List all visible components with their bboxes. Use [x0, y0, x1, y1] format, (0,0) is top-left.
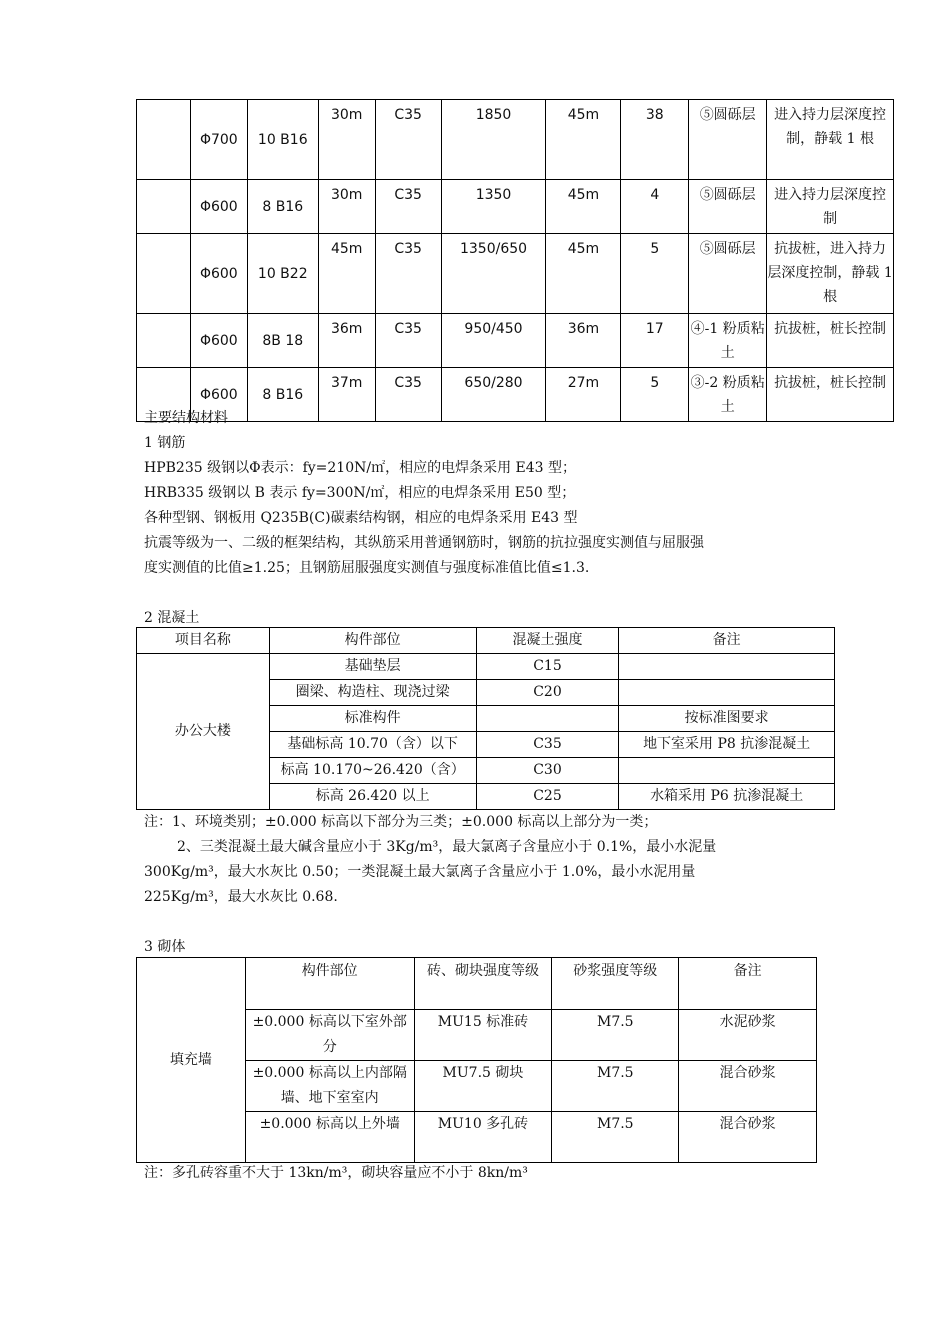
remark-cell: 抗拔桩，进入持力层深度控制，静载 1 根 [767, 234, 894, 314]
materials-heading: 主要结构材料 [144, 410, 228, 426]
header-cell: 备注 [619, 628, 835, 654]
part-cell: 基础标高 10.70（含）以下 [269, 732, 476, 758]
part-cell: 圈梁、构造柱、现浇过梁 [269, 680, 476, 706]
note-cell [619, 758, 835, 784]
remark-cell: 进入持力层深度控制，静载 1 根 [767, 100, 894, 180]
part-cell: ±0.000 标高以下室外部分 [245, 1010, 414, 1061]
remark-cell: 抗拔桩，桩长控制 [767, 314, 894, 368]
note-cell [619, 654, 835, 680]
brick-cell: MU10 多孔砖 [414, 1112, 552, 1163]
note-cell: 按标准图要求 [619, 706, 835, 732]
strength-cell: C35 [476, 732, 619, 758]
table-row [137, 100, 894, 180]
concrete-header-row [137, 628, 835, 654]
strength-cell: C30 [476, 758, 619, 784]
layer-cell: ⑤圆砾层 [689, 100, 767, 180]
capacity-cell: 650/280 [441, 368, 546, 422]
concrete-note: 300Kg/m³，最大水灰比 0.50；一类混凝土最大氯离子含量应小于 1.0%，最小水泥用量 [144, 864, 696, 880]
count-cell: 5 [621, 234, 689, 314]
header-cell: 砖、砌块强度等级 [414, 958, 552, 1010]
part-cell: 标高 10.170~26.420（含） [269, 758, 476, 784]
depth-cell: 45m [546, 180, 621, 234]
strength-cell: C20 [476, 680, 619, 706]
count-cell: 17 [621, 314, 689, 368]
project-name-cell: 办公大楼 [137, 654, 270, 810]
table-row [137, 180, 894, 234]
part-cell: ±0.000 标高以上外墙 [245, 1112, 414, 1163]
part-cell: 基础垫层 [269, 654, 476, 680]
grade-cell: C35 [375, 314, 441, 368]
grade-cell: C35 [375, 234, 441, 314]
header-cell: 构件部位 [245, 958, 414, 1010]
length-cell: 37m [318, 368, 375, 422]
steel-line: HPB235 级钢以Φ表示：fy=210N/㎡，相应的电焊条采用 E43 型； [144, 460, 577, 476]
layer-cell: ③-2 粉质粘土 [689, 368, 767, 422]
diameter-cell: Φ700 [190, 100, 247, 180]
concrete-note: 225Kg/m³，最大水灰比 0.68. [144, 889, 338, 905]
remark-cell: 抗拔桩，桩长控制 [767, 368, 894, 422]
length-cell: 36m [318, 314, 375, 368]
length-cell: 30m [318, 100, 375, 180]
mortar-cell: M7.5 [552, 1010, 679, 1061]
masonry-heading: 3 砌体 [144, 939, 186, 955]
length-cell: 30m [318, 180, 375, 234]
note-cell: 混合砂浆 [679, 1061, 817, 1112]
table-row [137, 314, 894, 368]
empty-cell [137, 180, 191, 234]
masonry-table [136, 957, 817, 1163]
concrete-note: 2、三类混凝土最大碱含量应小于 3Kg/m³，最大氯离子含量应小于 0.1%，最小水泥量 [177, 839, 717, 855]
steel-line: 抗震等级为一、二级的框架结构，其纵筋采用普通钢筋时，钢筋的抗拉强度实测值与屈服强 [144, 535, 704, 551]
diameter-cell: Φ600 [190, 234, 247, 314]
table-row [137, 654, 835, 680]
count-cell: 4 [621, 180, 689, 234]
header-cell: 构件部位 [269, 628, 476, 654]
layer-cell: ⑤圆砾层 [689, 180, 767, 234]
depth-cell: 27m [546, 368, 621, 422]
masonry-header-row [137, 958, 817, 1010]
capacity-cell: 950/450 [441, 314, 546, 368]
remark-cell: 进入持力层深度控制 [767, 180, 894, 234]
empty-cell [137, 314, 191, 368]
brick-cell: MU15 标准砖 [414, 1010, 552, 1061]
empty-cell [137, 234, 191, 314]
steel-line: HRB335 级钢以 B 表示 fy=300N/㎡，相应的电焊条采用 E50 型； [144, 485, 576, 501]
brick-cell: MU7.5 砌块 [414, 1061, 552, 1112]
length-cell: 45m [318, 234, 375, 314]
concrete-note: 注：1、环境类别；±0.000 标高以下部分为三类；±0.000 标高以上部分为一类； [144, 814, 658, 830]
diameter-cell: Φ600 [190, 314, 247, 368]
depth-cell: 36m [546, 314, 621, 368]
steel-line: 度实测值的比值≥1.25；且钢筋屈服强度实测值与强度标准值比值≤1.3. [144, 560, 590, 576]
table-row [137, 234, 894, 314]
part-cell: 标高 26.420 以上 [269, 784, 476, 810]
part-cell: ±0.000 标高以上内部隔墙、地下室室内 [245, 1061, 414, 1112]
empty-cell [137, 100, 191, 180]
steel-line: 各种型钢、钢板用 Q235B(C)碳素结构钢，相应的电焊条采用 E43 型 [144, 510, 578, 526]
header-cell: 混凝土强度 [476, 628, 619, 654]
rebar-cell: 8 B16 [247, 180, 318, 234]
mortar-cell: M7.5 [552, 1112, 679, 1163]
strength-cell: C25 [476, 784, 619, 810]
diameter-cell: Φ600 [190, 368, 247, 422]
concrete-table [136, 627, 835, 810]
grade-cell: C35 [375, 100, 441, 180]
header-cell: 备注 [679, 958, 817, 1010]
part-cell: 标准构件 [269, 706, 476, 732]
layer-cell: ⑤圆砾层 [689, 234, 767, 314]
grade-cell: C35 [375, 180, 441, 234]
count-cell: 38 [621, 100, 689, 180]
table-row [137, 368, 894, 422]
capacity-cell: 1850 [441, 100, 546, 180]
mortar-cell: M7.5 [552, 1061, 679, 1112]
header-cell: 砂浆强度等级 [552, 958, 679, 1010]
note-cell: 水箱采用 P6 抗渗混凝土 [619, 784, 835, 810]
depth-cell: 45m [546, 234, 621, 314]
header-cell: 项目名称 [137, 628, 270, 654]
steel-heading: 1 钢筋 [144, 435, 186, 451]
capacity-cell: 1350/650 [441, 234, 546, 314]
note-cell: 水泥砂浆 [679, 1010, 817, 1061]
masonry-note: 注：多孔砖容重不大于 13kn/m³，砌块容量应不小于 8kn/m³ [144, 1165, 528, 1181]
rebar-cell: 10 B16 [247, 100, 318, 180]
rebar-cell: 8 B16 [247, 368, 318, 422]
capacity-cell: 1350 [441, 180, 546, 234]
diameter-cell: Φ600 [190, 180, 247, 234]
note-cell: 地下室采用 P8 抗渗混凝土 [619, 732, 835, 758]
depth-cell: 45m [546, 100, 621, 180]
wall-type-cell: 填充墙 [137, 958, 246, 1163]
count-cell: 5 [621, 368, 689, 422]
concrete-heading: 2 混凝土 [144, 610, 200, 626]
rebar-cell: 8B 18 [247, 314, 318, 368]
pile-table [136, 99, 894, 422]
note-cell [619, 680, 835, 706]
strength-cell: C15 [476, 654, 619, 680]
layer-cell: ④-1 粉质粘土 [689, 314, 767, 368]
strength-cell [476, 706, 619, 732]
grade-cell: C35 [375, 368, 441, 422]
note-cell: 混合砂浆 [679, 1112, 817, 1163]
rebar-cell: 10 B22 [247, 234, 318, 314]
